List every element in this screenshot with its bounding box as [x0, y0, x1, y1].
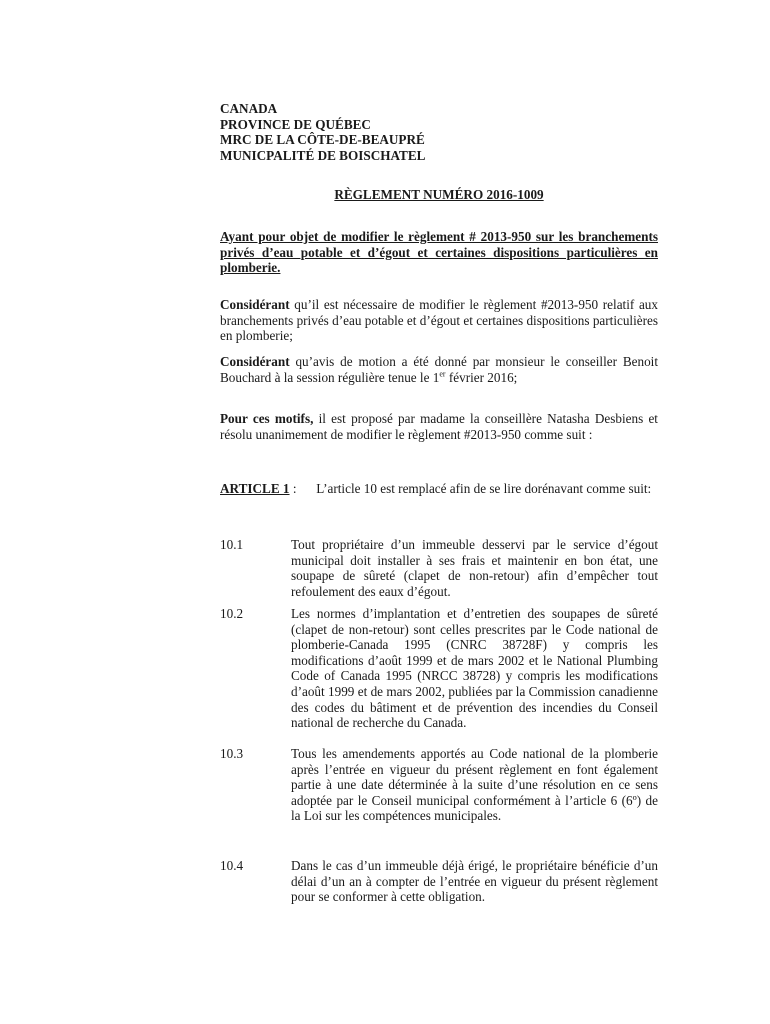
document-header — [220, 101, 658, 163]
motifs-text: il est proposé par madame la conseillère Natasha Desbiens et résolu unanimement de modifier le règlement #2013-950 comme suit : — [220, 411, 658, 442]
considerant-1-text: qu’il est nécessaire de modifier le règlement #2013-950 relatif aux branchements privés d’eau potable et d’égout et certaines dispositions particulières en plomberie; — [220, 297, 658, 344]
section-text: Les normes d’implantation et d’entretien des soupapes de sûreté (clapet de non-retour) sont celles prescrites par le Code national de plomberie-Canada 1995 (CNRC 38728F) y compris les modifications d’août 1999 et de mars 2002 et le National Plumbing Code of Canada 1995 (NRCC 38728) y compris les modifications d’août 1999 et de mars 2002, publiées par la Commission canadienne des codes du bâtiment et de prévention des incendies du Conseil national de recherche du Canada. — [291, 606, 658, 731]
header-municipality: MUNICPALITÉ DE BOISCHATEL — [220, 147, 426, 163]
section-text: Dans le cas d’un immeuble déjà érigé, le propriétaire bénéficie d’un délai d’un an à compter de l’entrée en vigueur du présent règlement pour se conformer à cette obligation. — [291, 858, 658, 905]
section-number: 10.4 — [220, 858, 244, 873]
header-province: PROVINCE DE QUÉBEC — [220, 116, 371, 132]
considerant-2-lead: Considérant — [220, 354, 290, 369]
considerant-1-lead: Considérant — [220, 297, 290, 312]
article-1-text: L’article 10 est remplacé afin de se lire dorénavant comme suit: — [316, 481, 652, 496]
article-1-separator: : — [289, 481, 317, 496]
motifs-paragraph — [220, 411, 658, 442]
article-1-paragraph — [220, 481, 658, 497]
considerant-paragraph-2 — [220, 354, 658, 385]
considerant-2-superscript: er — [439, 369, 446, 379]
section-text: Tous les amendements apportés au Code national de la plomberie après l’entrée en vigueur du présent règlement en font également partie à une date déterminée à la suite d’une résolution en ce sens adoptée par le Conseil municipal conformément à l’article 6 (6º) de la Loi sur les compétences municipales. — [291, 746, 658, 824]
motifs-lead: Pour ces motifs, — [220, 411, 314, 426]
article-1-label: ARTICLE 1 — [220, 481, 290, 496]
header-country: CANADA — [220, 101, 278, 116]
section-text: Tout propriétaire d’un immeuble desservi par le service d’égout municipal doit installer à ses frais et maintenir en bon état, une soupape de sûreté (clapet de non-retour) afin d’empêcher tout refoulement des eaux d’égout. — [291, 537, 658, 599]
header-mrc: MRC DE LA CÔTE-DE-BEAUPRÉ — [220, 132, 425, 148]
regulation-object: Ayant pour objet de modifier le règlement # 2013-950 sur les branchements privés d’eau potable et d’égout et certaines dispositions particulières en plomberie. — [220, 229, 658, 276]
regulation-title: RÈGLEMENT NUMÉRO 2016-1009 — [334, 187, 544, 202]
considerant-paragraph-1 — [220, 297, 658, 344]
considerant-2-text: qu’avis de motion a été donné par monsieur le conseiller Benoit Bouchard à la session régulière tenue le 1 — [220, 354, 658, 385]
section-number: 10.2 — [220, 606, 244, 621]
considerant-2-text-end: février 2016; — [445, 369, 518, 385]
section-number: 10.1 — [220, 537, 244, 552]
section-number: 10.3 — [220, 746, 244, 761]
